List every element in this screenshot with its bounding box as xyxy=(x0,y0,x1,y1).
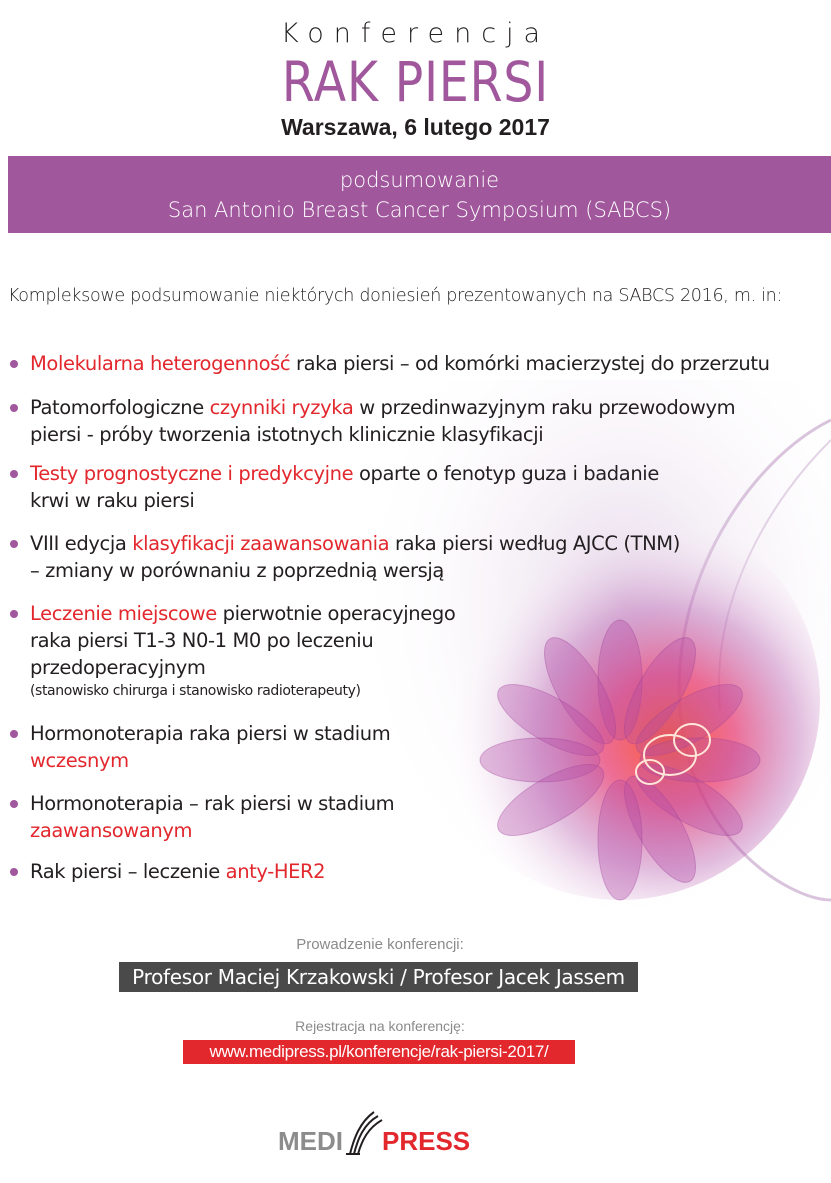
item-text: Hormonoterapia – rak piersi w stadium xyxy=(30,792,395,815)
item-text: raka piersi według AJCC (TNM) xyxy=(389,532,680,555)
registration-label: Rejestracja na konferencję: xyxy=(295,1018,465,1034)
logo-medi-text: MEDI xyxy=(278,1126,343,1156)
item-highlight: Leczenie miejscowe xyxy=(30,602,217,625)
bullet-icon xyxy=(10,730,18,738)
item-text: – zmiany w porównaniu z poprzednią wersją xyxy=(30,559,444,582)
item-text: Patomorfologiczne xyxy=(30,396,210,419)
item-text: przedoperacyjnym xyxy=(30,656,206,679)
item-text: krwi w raku piersi xyxy=(30,489,195,512)
item-highlight: klasyfikacji zaawansowania xyxy=(132,532,390,555)
date-location: Warszawa, 6 lutego 2017 xyxy=(281,114,550,140)
logo-press-text: PRESS xyxy=(382,1126,471,1156)
list-item xyxy=(8,530,680,584)
bullet-icon xyxy=(10,800,18,808)
bullet-icon xyxy=(10,868,18,876)
item-text: Rak piersi – leczenie xyxy=(30,860,226,883)
leaders-names: Profesor Maciej Krzakowski / Profesor Jacek Jassem xyxy=(119,962,638,992)
item-highlight: wczesnym xyxy=(30,749,129,772)
item-highlight: Molekularna heterogenność xyxy=(30,352,291,375)
bullet-icon xyxy=(10,404,18,412)
item-text: Hormonoterapia raka piersi w stadium xyxy=(30,722,391,745)
item-text: piersi - próby tworzenia istotnych klinicznie klasyfikacji xyxy=(30,423,544,446)
item-highlight: anty-HER2 xyxy=(225,860,326,883)
bullet-icon xyxy=(10,360,18,368)
item-text: oparte o fenotyp guza i badanie xyxy=(353,462,659,485)
list-item xyxy=(8,350,770,377)
leaders-label: Prowadzenie konferencji: xyxy=(296,936,464,953)
bullet-icon xyxy=(10,540,18,548)
item-text: pierwotnie operacyjnego xyxy=(216,602,456,625)
page-title: RAK PIERSI xyxy=(281,50,550,114)
list-item xyxy=(8,394,735,448)
kicker: Konferencja xyxy=(280,18,551,49)
band-line-2: San Antonio Breast Cancer Symposium (SABCS) xyxy=(167,198,672,222)
list-item xyxy=(8,858,325,885)
item-text: raka piersi – od komórki macierzystej do przerzutu xyxy=(290,352,770,375)
item-highlight: zaawansowanym xyxy=(30,819,193,842)
medipress-logo xyxy=(278,1108,488,1158)
band-line-1: podsumowanie xyxy=(339,168,500,192)
summary-band xyxy=(8,156,831,233)
book-icon xyxy=(344,1108,384,1156)
list-item xyxy=(8,790,394,844)
item-highlight: Testy prognostyczne i predykcyjne xyxy=(30,462,354,485)
bullet-icon xyxy=(10,610,18,618)
list-item xyxy=(8,600,455,701)
item-note: (stanowisko chirurga i stanowisko radioterapeuty) xyxy=(30,683,361,699)
item-text: w przedinwazyjnym raku przewodowym xyxy=(353,396,736,419)
item-highlight: czynniki ryzyka xyxy=(209,396,354,419)
list-item xyxy=(8,460,659,514)
item-text: VIII edycja xyxy=(30,532,133,555)
intro-text: Kompleksowe podsumowanie niektórych doniesień prezentowanych na SABCS 2016, m. in: xyxy=(8,286,783,306)
registration-link[interactable]: www.medipress.pl/konferencje/rak-piersi-2017/ xyxy=(183,1040,575,1064)
list-item xyxy=(8,720,390,774)
item-text: raka piersi T1-3 N0-1 M0 po leczeniu xyxy=(30,629,374,652)
bullet-icon xyxy=(10,470,18,478)
